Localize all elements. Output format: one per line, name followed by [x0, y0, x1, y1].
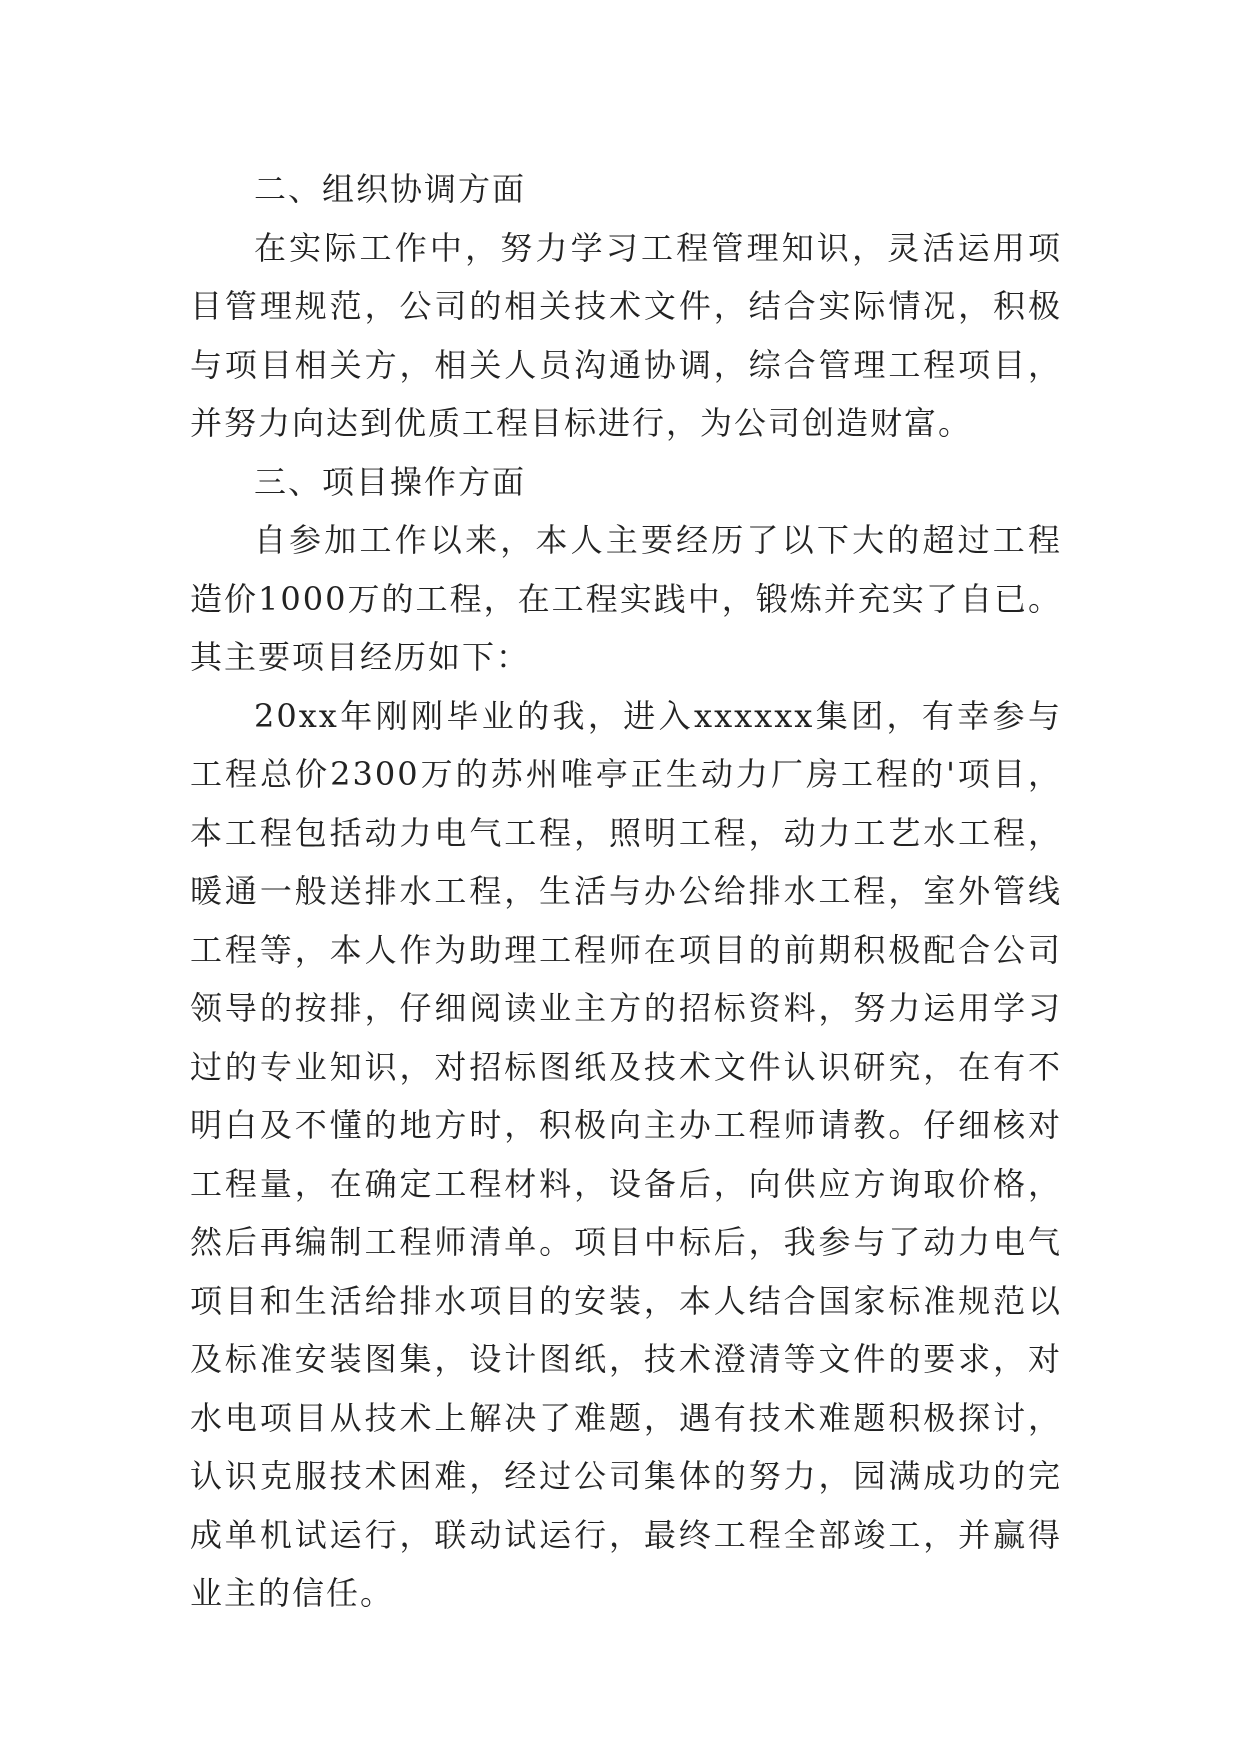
section-heading-organization: 二、组织协调方面	[254, 170, 527, 208]
paragraph-organization: 在实际工作中，努力学习工程管理知识，灵活运用项目管理规范，公司的相关技术文件，结合实际情况，积极与项目相关方，相关人员沟通协调，综合管理工程项目，并努力向达到优质工程目标进行，为公司创造财富。	[190, 228, 1062, 442]
section-heading-project-operation: 三、项目操作方面	[254, 462, 527, 501]
paragraph-experience-intro: 自参加工作以来，本人主要经历了以下大的超过工程造价1000万的工程，在工程实践中，锻炼并充实了自已。其主要项目经历如下：	[190, 521, 1062, 676]
paragraph-project-detail: 20xx年刚刚毕业的我，进入xxxxxx集团，有幸参与工程总价2300万的苏州唯亭正生动力厂房工程的'项目，本工程包括动力电气工程，照明工程，动力工艺水工程，暖通一般送排水工程，生活与办公给排水工程，室外管线工程等，本人作为助理工程师在项目的前期积极配合公司领导的按排，仔细阅读业主方的招标资料，努力运用学习过的专业知识，对招标图纸及技术文件认识研究，在有不明白及不懂的地方时，积极向主办工程师请教。仔细核对工程量，在确定工程材料，设备后，向供应方询取价格，然后再编制工程师清单。项目中标后，我参与了动力电气项目和生活给排水项目的安装，本人结合国家标准规范以及标准安装图集，设计图纸，技术澄清等文件的要求，对水电项目从技术上解决了难题，遇有技术难题积极探讨，认识克服技术困难，经过公司集体的努力，园满成功的完成单机试运行，联动试运行，最终工程全部竣工，并赢得业主的信任。	[190, 696, 1062, 1612]
document-body	[190, 160, 1062, 1623]
